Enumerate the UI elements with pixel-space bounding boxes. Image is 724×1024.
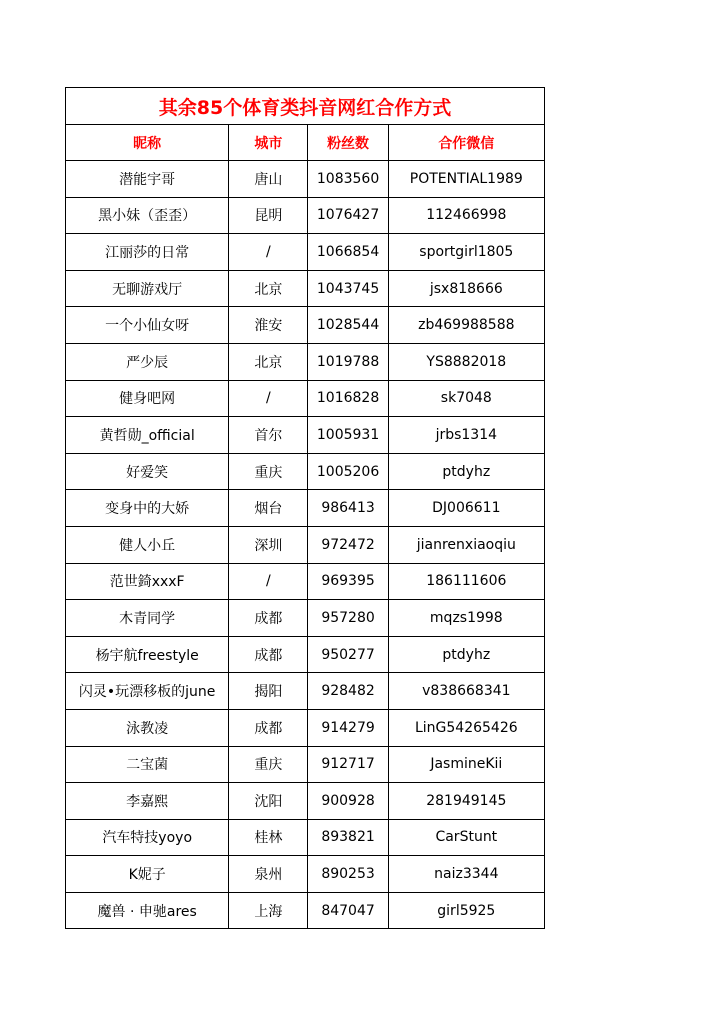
cell-city: 成都 xyxy=(229,636,308,673)
cell-followers: 847047 xyxy=(308,892,388,929)
cell-wechat: POTENTIAL1989 xyxy=(388,161,544,198)
cell-wechat: 281949145 xyxy=(388,783,544,820)
cell-wechat: sk7048 xyxy=(388,380,544,417)
table-row xyxy=(66,161,545,198)
cell-followers: 950277 xyxy=(308,636,388,673)
cell-wechat: YS8882018 xyxy=(388,343,544,380)
cell-wechat: v838668341 xyxy=(388,673,544,710)
cell-followers: 957280 xyxy=(308,600,388,637)
table-row xyxy=(66,526,545,563)
table-row xyxy=(66,856,545,893)
table-row xyxy=(66,490,545,527)
cell-nickname: 严少辰 xyxy=(66,343,229,380)
cell-nickname: 范世錡xxxF xyxy=(66,563,229,600)
cell-followers: 890253 xyxy=(308,856,388,893)
influencer-table xyxy=(65,87,545,929)
cell-nickname: 一个小仙女呀 xyxy=(66,307,229,344)
table-title: 其余85个体育类抖音网红合作方式 xyxy=(66,88,545,125)
cell-wechat: jianrenxiaoqiu xyxy=(388,526,544,563)
cell-city: / xyxy=(229,234,308,271)
cell-nickname: 汽车特技yoyo xyxy=(66,819,229,856)
cell-nickname: 无聊游戏厅 xyxy=(66,270,229,307)
cell-wechat: girl5925 xyxy=(388,892,544,929)
table-row xyxy=(66,746,545,783)
table-row xyxy=(66,270,545,307)
table-row xyxy=(66,563,545,600)
cell-nickname: 木青同学 xyxy=(66,600,229,637)
table-row xyxy=(66,673,545,710)
table-row xyxy=(66,636,545,673)
cell-city: 首尔 xyxy=(229,417,308,454)
cell-wechat: naiz3344 xyxy=(388,856,544,893)
cell-nickname: 江丽莎的日常 xyxy=(66,234,229,271)
cell-followers: 928482 xyxy=(308,673,388,710)
cell-wechat: zb469988588 xyxy=(388,307,544,344)
cell-city: 成都 xyxy=(229,600,308,637)
cell-city: 上海 xyxy=(229,892,308,929)
table-row xyxy=(66,783,545,820)
cell-followers: 1066854 xyxy=(308,234,388,271)
cell-wechat: jrbs1314 xyxy=(388,417,544,454)
cell-wechat: mqzs1998 xyxy=(388,600,544,637)
cell-city: 桂林 xyxy=(229,819,308,856)
table-row xyxy=(66,819,545,856)
cell-city: / xyxy=(229,380,308,417)
header-wechat: 合作微信 xyxy=(388,125,544,161)
cell-wechat: DJ006611 xyxy=(388,490,544,527)
cell-wechat: CarStunt xyxy=(388,819,544,856)
table-row xyxy=(66,892,545,929)
cell-followers: 912717 xyxy=(308,746,388,783)
table-row xyxy=(66,343,545,380)
cell-wechat: ptdyhz xyxy=(388,636,544,673)
cell-followers: 900928 xyxy=(308,783,388,820)
cell-wechat: 112466998 xyxy=(388,197,544,234)
table-row xyxy=(66,234,545,271)
cell-city: 成都 xyxy=(229,709,308,746)
header-city: 城市 xyxy=(229,125,308,161)
cell-followers: 893821 xyxy=(308,819,388,856)
cell-nickname: 黑小妹（歪歪） xyxy=(66,197,229,234)
cell-wechat: sportgirl1805 xyxy=(388,234,544,271)
cell-followers: 1016828 xyxy=(308,380,388,417)
table-row xyxy=(66,417,545,454)
cell-followers: 969395 xyxy=(308,563,388,600)
table-body xyxy=(66,161,545,929)
table-row xyxy=(66,600,545,637)
cell-nickname: 魔兽 · 申驰ares xyxy=(66,892,229,929)
cell-city: / xyxy=(229,563,308,600)
cell-city: 北京 xyxy=(229,343,308,380)
cell-followers: 914279 xyxy=(308,709,388,746)
cell-wechat: 186111606 xyxy=(388,563,544,600)
cell-city: 重庆 xyxy=(229,453,308,490)
table-row xyxy=(66,197,545,234)
table-row xyxy=(66,453,545,490)
cell-city: 淮安 xyxy=(229,307,308,344)
cell-wechat: jsx818666 xyxy=(388,270,544,307)
cell-followers: 1005206 xyxy=(308,453,388,490)
cell-nickname: 闪灵•玩漂移板的june xyxy=(66,673,229,710)
cell-followers: 1043745 xyxy=(308,270,388,307)
header-nickname: 昵称 xyxy=(66,125,229,161)
cell-nickname: 李嘉熙 xyxy=(66,783,229,820)
title-row xyxy=(66,88,545,125)
cell-nickname: 健身吧网 xyxy=(66,380,229,417)
header-followers: 粉丝数 xyxy=(308,125,388,161)
cell-city: 唐山 xyxy=(229,161,308,198)
cell-followers: 1019788 xyxy=(308,343,388,380)
cell-city: 泉州 xyxy=(229,856,308,893)
cell-followers: 986413 xyxy=(308,490,388,527)
cell-followers: 1083560 xyxy=(308,161,388,198)
cell-nickname: 好爱笑 xyxy=(66,453,229,490)
header-row xyxy=(66,125,545,161)
cell-followers: 1028544 xyxy=(308,307,388,344)
cell-followers: 1076427 xyxy=(308,197,388,234)
cell-nickname: 二宝菌 xyxy=(66,746,229,783)
cell-followers: 972472 xyxy=(308,526,388,563)
cell-city: 北京 xyxy=(229,270,308,307)
cell-nickname: 黄哲勋_official xyxy=(66,417,229,454)
table-row xyxy=(66,709,545,746)
cell-nickname: 泳教凌 xyxy=(66,709,229,746)
cell-followers: 1005931 xyxy=(308,417,388,454)
table-row xyxy=(66,380,545,417)
cell-nickname: 潜能宇哥 xyxy=(66,161,229,198)
cell-nickname: K妮子 xyxy=(66,856,229,893)
cell-nickname: 变身中的大娇 xyxy=(66,490,229,527)
cell-city: 烟台 xyxy=(229,490,308,527)
cell-city: 重庆 xyxy=(229,746,308,783)
cell-wechat: ptdyhz xyxy=(388,453,544,490)
cell-wechat: JasmineKii xyxy=(388,746,544,783)
cell-nickname: 健人小丘 xyxy=(66,526,229,563)
cell-city: 深圳 xyxy=(229,526,308,563)
cell-city: 揭阳 xyxy=(229,673,308,710)
cell-city: 昆明 xyxy=(229,197,308,234)
cell-city: 沈阳 xyxy=(229,783,308,820)
table-row xyxy=(66,307,545,344)
cell-nickname: 杨宇航freestyle xyxy=(66,636,229,673)
cell-wechat: LinG54265426 xyxy=(388,709,544,746)
